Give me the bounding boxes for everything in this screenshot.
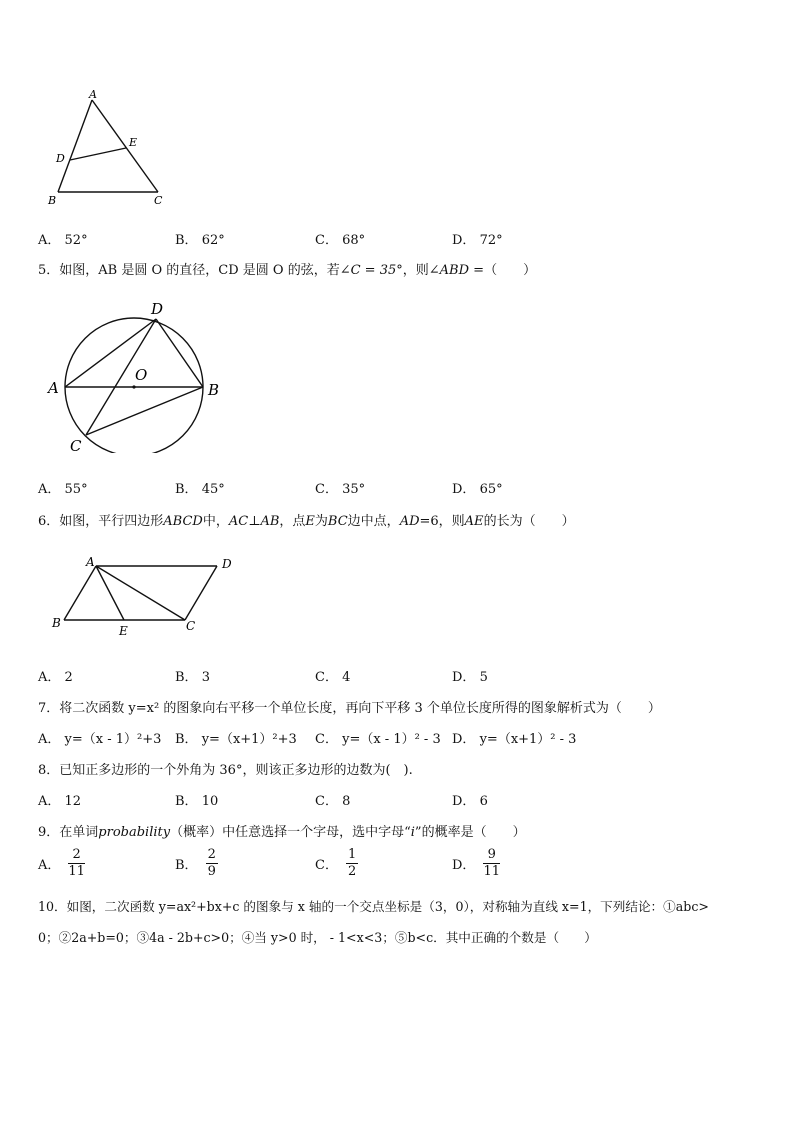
label-c: C (186, 619, 196, 633)
q9-option-a[interactable]: A． $\frac{2}{11}$ (38, 847, 85, 879)
segment-bc (86, 387, 203, 435)
q7-options (38, 728, 598, 746)
fraction: $\frac{1}{2}$ (347, 847, 357, 879)
label-c: C (154, 194, 163, 207)
label-b: B (52, 616, 61, 630)
q7-stem: 7．将二次函数 y=x² 的图象向右平移一个单位长度，再向下平移 3 个单位长度所得的图象解析式为（ ） (38, 701, 661, 716)
q4-option-a[interactable]: A． 52° (38, 233, 88, 248)
segment-ac (92, 100, 158, 192)
label-b: B (208, 381, 220, 399)
q6-options (38, 666, 598, 684)
q10-stem-line-1: 10．如图，二次函数 y=ax²+bx+c 的图象与 x 轴的一个交点坐标是（3，0），对称轴为直线 x=1，下列结论：①abc> (38, 899, 709, 914)
q5-circle-figure (40, 298, 230, 453)
q6-option-d[interactable]: D． 5 (452, 670, 488, 685)
q9-options (38, 847, 598, 889)
segment-de (70, 148, 126, 160)
q6-parallelogram-figure (45, 552, 245, 640)
label-e: E (119, 624, 128, 638)
q6-option-a[interactable]: A． 2 (38, 670, 73, 685)
q4-option-c[interactable]: C． 68° (315, 233, 366, 248)
label-e: E (129, 136, 138, 149)
q8-option-c[interactable]: C． 8 (315, 794, 351, 809)
label-d: D (56, 152, 65, 165)
fraction: $\frac{9}{11}$ (483, 847, 500, 879)
fraction: $\frac{2}{11}$ (68, 847, 85, 879)
q5-option-c[interactable]: C． 35° (315, 482, 366, 497)
label-b: B (48, 194, 57, 207)
q5-option-d[interactable]: D． 65° (452, 482, 503, 497)
q9-option-d[interactable]: D． $\frac{9}{11}$ (452, 847, 500, 879)
q8-options (38, 790, 598, 808)
q4-triangle-figure (40, 82, 180, 212)
label-o: O (135, 366, 148, 384)
q8-option-d[interactable]: D． 6 (452, 794, 488, 809)
label-d: D (151, 300, 164, 318)
q4-option-d[interactable]: D． 72° (452, 233, 503, 248)
label-a: A (86, 555, 95, 569)
q9-stem: 9．在单词probability（概率）中任意选择一个字母，选中字母“i”的概率是（ ） (38, 825, 526, 840)
q5-stem: 5．如图，AB 是圆 O 的直径，CD 是圆 O 的弦，若∠C = 35°，则∠ABD =（ ） (38, 263, 537, 278)
label-a: A (48, 379, 59, 397)
q9-option-c[interactable]: C． $\frac{1}{2}$ (315, 847, 357, 879)
q7-option-c[interactable]: C． y=（x - 1）² - 3 (315, 732, 441, 747)
fraction: $\frac{2}{9}$ (207, 847, 216, 879)
label-c: C (70, 437, 82, 453)
q8-option-a[interactable]: A． 12 (38, 794, 82, 809)
q7-option-a[interactable]: A． y=（x - 1）²+3 (38, 732, 162, 747)
q6-stem: 6．如图，平行四边形ABCD中，AC⊥AB，点E为BC边中点，AD=6，则AE的长为（ ） (38, 514, 575, 529)
q8-stem: 8．已知正多边形的一个外角为 36°，则该正多边形的边数为( ). (38, 763, 413, 778)
segment-cd (185, 566, 217, 620)
label-d: D (222, 557, 232, 571)
q4-option-b[interactable]: B． 62° (175, 233, 225, 248)
q6-option-b[interactable]: B． 3 (175, 670, 210, 685)
q7-option-d[interactable]: D． y=（x+1）² - 3 (452, 732, 577, 747)
q9-option-b[interactable]: B． $\frac{2}{9}$ (175, 847, 216, 879)
q6-option-c[interactable]: C． 4 (315, 670, 351, 685)
q7-option-b[interactable]: B． y=（x+1）²+3 (175, 732, 297, 747)
q10-stem-line-2: 0；②2a+b=0；③4a - 2b+c>0；④当 y>0 时， - 1<x<3；⑤b<c．其中正确的个数是（ ） (38, 930, 597, 945)
q8-option-b[interactable]: B． 10 (175, 794, 219, 809)
q5-option-b[interactable]: B． 45° (175, 482, 225, 497)
segment-bd (156, 319, 203, 387)
center-point (132, 385, 135, 388)
q5-options (38, 478, 598, 496)
segment-ab (58, 100, 92, 192)
segment-ab (64, 566, 96, 620)
q5-option-a[interactable]: A． 55° (38, 482, 88, 497)
label-a: A (89, 88, 97, 101)
q4-options (38, 229, 598, 247)
